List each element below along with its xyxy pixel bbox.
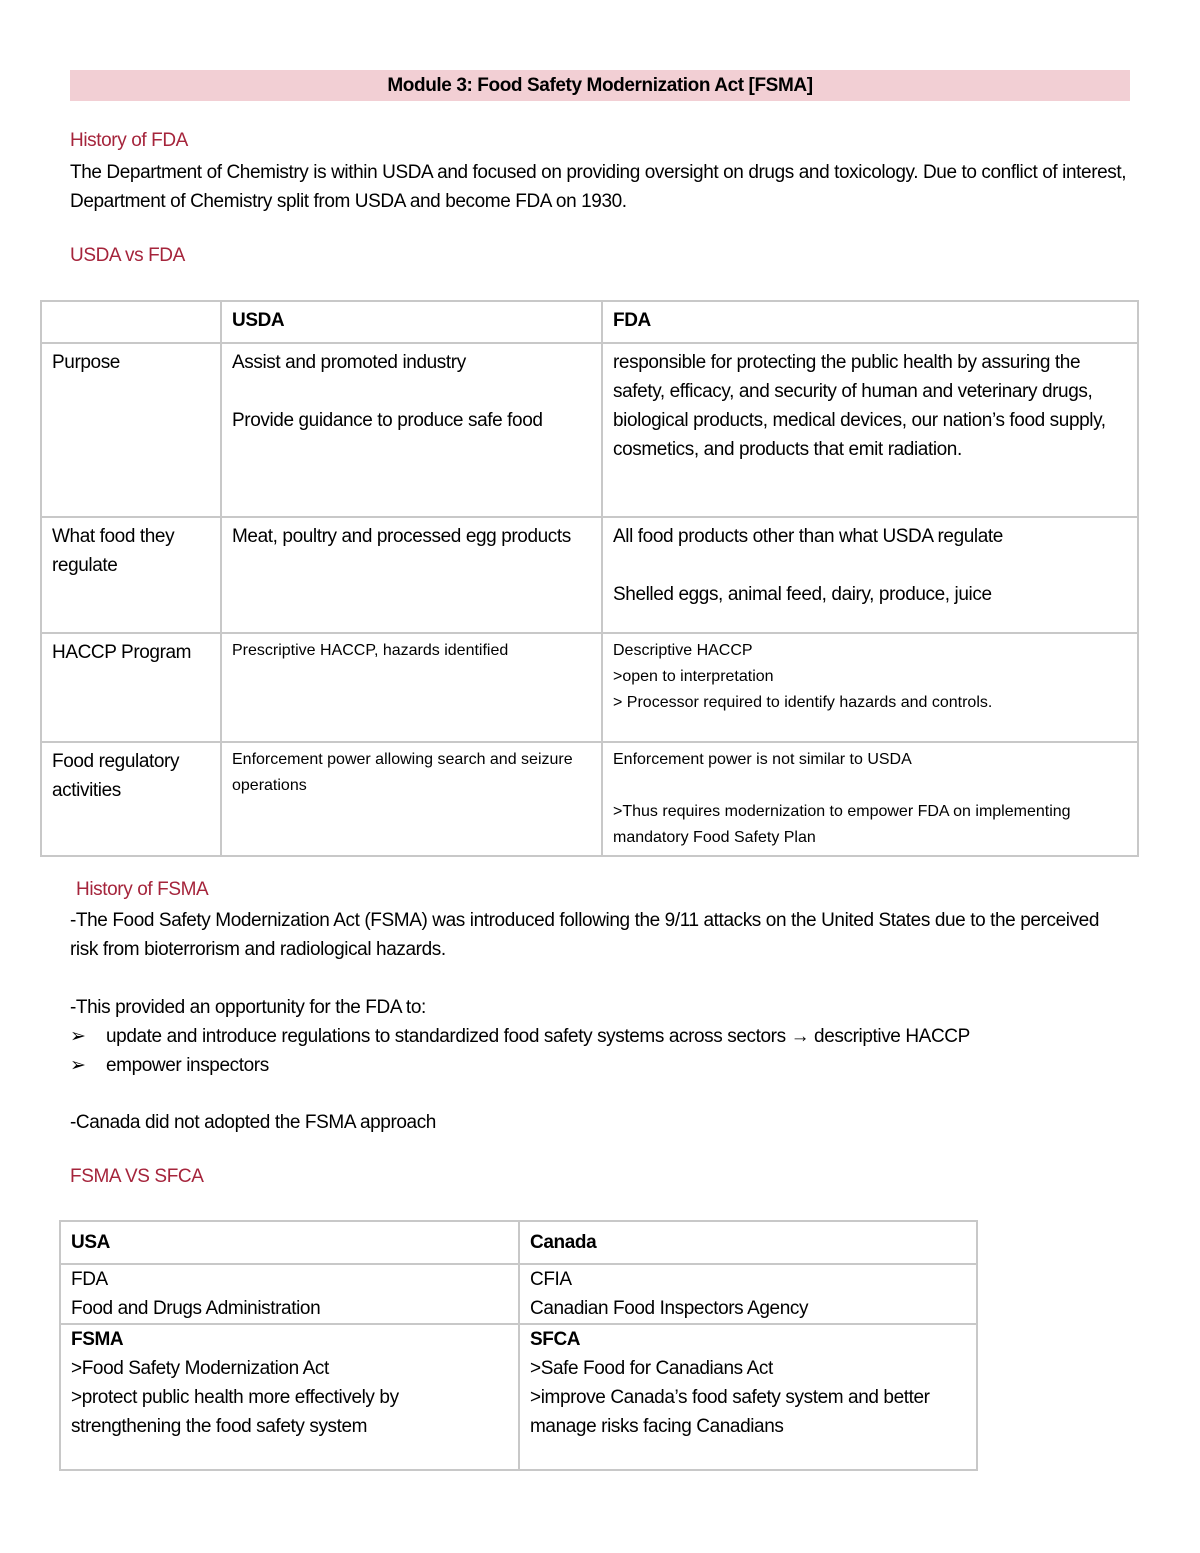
cell-text: >Safe Food for Canadians Act <box>530 1358 773 1379</box>
arrow-bullet-icon: ➢ <box>70 1026 86 1047</box>
history-fsma-p2: -This provided an opportunity for the FDA to: <box>70 997 426 1018</box>
cell-text: Enforcement power is not similar to USDA <box>613 751 912 768</box>
table-header-row <box>41 301 1138 343</box>
fda-cell <box>602 742 1138 856</box>
header-cell: FDA <box>602 301 1138 343</box>
cell-text: CFIA <box>530 1269 572 1290</box>
table-row <box>41 633 1138 742</box>
header-cell <box>41 301 221 343</box>
cell-text: Shelled eggs, animal feed, dairy, produce, juice <box>613 584 992 605</box>
cell-text: >Thus requires modernization to empower FDA on implementing mandatory Food Safety Plan <box>613 803 1071 846</box>
cell-text: Descriptive HACCP <box>613 642 753 659</box>
row-label: HACCP Program <box>41 633 221 742</box>
table-row <box>60 1324 977 1470</box>
fda-cell <box>602 633 1138 742</box>
fsma-sfca-table <box>59 1220 978 1471</box>
list-item <box>70 1051 1150 1080</box>
row-label: Purpose <box>41 343 221 517</box>
history-fda-body: The Department of Chemistry is within USDA and focused on providing oversight on drugs and toxicology. Due to conflict of interest, Department of Chemistry split from USDA and become FDA on 1930. <box>70 162 1127 212</box>
cell-title: FSMA <box>71 1329 124 1350</box>
header-cell: USDA <box>221 301 602 343</box>
cell-text: FDA <box>71 1269 108 1290</box>
table-header-row <box>60 1221 977 1264</box>
heading-usda-vs-fda: USDA vs FDA <box>70 245 185 266</box>
cell-text: Food and Drugs Administration <box>71 1298 321 1319</box>
usda-cell <box>221 343 602 517</box>
usda-cell: Enforcement power allowing search and seizure operations <box>221 742 602 856</box>
row-label: Food regulatory activities <box>41 742 221 856</box>
fsma-bullet-list <box>70 1022 1150 1080</box>
cell-text: >improve Canada’s food safety system and better manage risks facing Canadians <box>530 1387 930 1437</box>
usa-cell <box>60 1264 519 1324</box>
bullet-text: empower inspectors <box>106 1055 269 1076</box>
fda-cell <box>602 517 1138 633</box>
canada-cell <box>519 1324 977 1470</box>
canada-cell <box>519 1264 977 1324</box>
cell-text: Canadian Food Inspectors Agency <box>530 1298 809 1319</box>
table-row <box>41 742 1138 856</box>
usda-cell: Meat, poultry and processed egg products <box>221 517 602 633</box>
cell-text: >protect public health more effectively by strengthening the food safety system <box>71 1387 399 1437</box>
cell-text: >open to interpretation <box>613 668 774 685</box>
fda-cell: responsible for protecting the public health by assuring the safety, efficacy, and security of human and veterinary drugs, biological products, medical devices, our nation’s food supply, cosmetics, and products that emit radiation. <box>602 343 1138 517</box>
heading-history-fda: History of FDA <box>70 130 188 151</box>
cell-text: >Food Safety Modernization Act <box>71 1358 329 1379</box>
cell-text: > Processor required to identify hazards and controls. <box>613 694 993 711</box>
table-row <box>41 517 1138 633</box>
table-row <box>41 343 1138 517</box>
arrow-bullet-icon: ➢ <box>70 1055 86 1076</box>
bullet-text: update and introduce regulations to standardized food safety systems across sectors → descriptive HACCP <box>106 1026 970 1047</box>
usa-cell <box>60 1324 519 1470</box>
usda-cell: Prescriptive HACCP, hazards identified <box>221 633 602 742</box>
history-fsma-p1: -The Food Safety Modernization Act (FSMA) was introduced following the 9/11 attacks on the United States due to the perceived risk from bioterrorism and radiological hazards. <box>70 910 1100 960</box>
header-cell: USA <box>60 1221 519 1264</box>
header-cell: Canada <box>519 1221 977 1264</box>
table-row <box>60 1264 977 1324</box>
cell-text: Assist and promoted industry <box>232 352 466 373</box>
history-fsma-p3: -Canada did not adopted the FSMA approach <box>70 1112 436 1133</box>
cell-title: SFCA <box>530 1329 581 1350</box>
heading-history-fsma: History of FSMA <box>76 879 209 900</box>
page-title: Module 3: Food Safety Modernization Act [FSMA] <box>70 70 1130 101</box>
usda-fda-table <box>40 300 1139 857</box>
cell-text: All food products other than what USDA regulate <box>613 526 1003 547</box>
row-label: What food they regulate <box>41 517 221 633</box>
list-item <box>70 1022 1150 1051</box>
heading-fsma-vs-sfca: FSMA VS SFCA <box>70 1166 204 1187</box>
cell-text: Provide guidance to produce safe food <box>232 410 543 431</box>
